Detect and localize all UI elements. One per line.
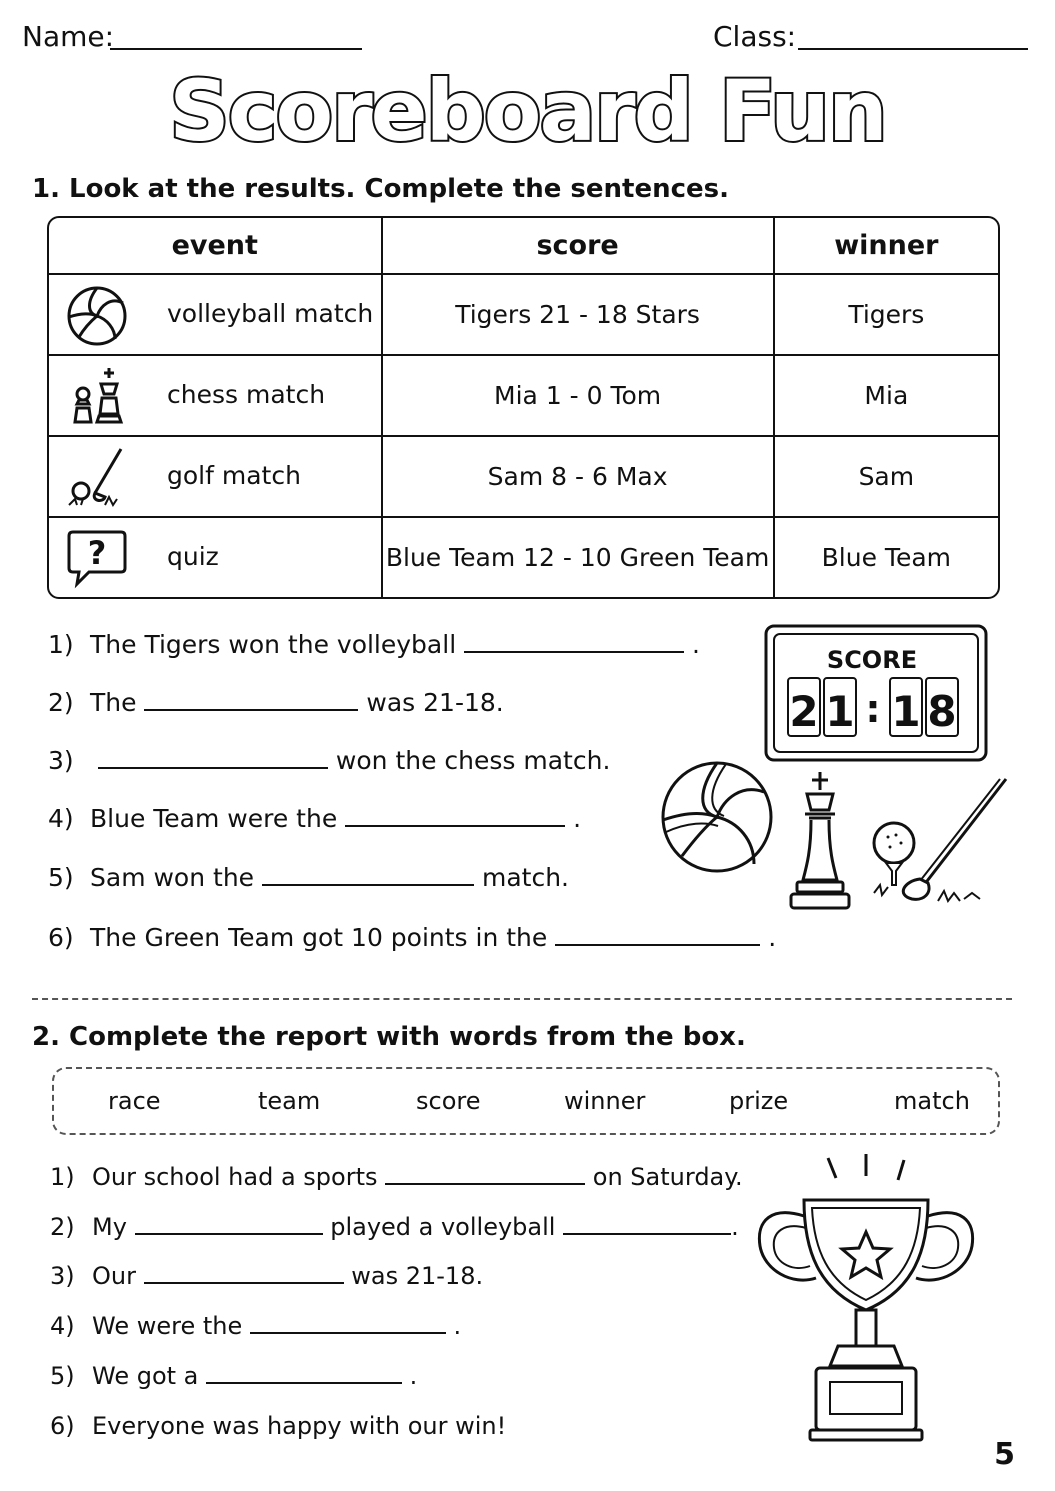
column-header-winner: winner [775, 218, 998, 275]
class-label: Class: [713, 20, 797, 53]
sentence-text: was 21-18. [351, 1262, 484, 1290]
sentence-number: 4) [48, 804, 74, 833]
section1-sentence [48, 746, 610, 775]
sentence-text: . [573, 804, 582, 833]
sentence-text: The Green Team got 10 points in the [90, 923, 548, 952]
scoreboard-digit: 1 [891, 687, 921, 736]
page-title: Scoreboard Fun [169, 62, 886, 160]
sentence-number: 5) [48, 863, 74, 892]
sentence-number: 2) [50, 1213, 75, 1241]
scoreboard-separator: : [865, 687, 881, 731]
sentence-text: The [90, 688, 137, 717]
sentence-number: 4) [50, 1312, 75, 1340]
answer-blank[interactable] [464, 633, 684, 653]
event-cell [49, 356, 383, 437]
sentence-number: 2) [48, 688, 74, 717]
golf-icon [65, 445, 129, 509]
table-row [49, 518, 998, 597]
sentence-number: 5) [50, 1362, 75, 1390]
word-box-item: prize [729, 1087, 789, 1115]
sentence-text: The Tigers won the volleyball [90, 630, 457, 659]
answer-blank[interactable] [250, 1314, 446, 1334]
sentence-number: 3) [50, 1262, 75, 1290]
event-name: golf match [167, 461, 301, 490]
winner-cell: Sam [775, 437, 998, 518]
section1-sentence [48, 804, 581, 833]
winner-cell: Mia [775, 356, 998, 437]
results-table [47, 216, 1000, 599]
table-header-row [49, 218, 998, 275]
section2-sentence [50, 1312, 461, 1340]
score-cell: Blue Team 12 - 10 Green Team [383, 518, 775, 597]
scoreboard-label: SCORE [826, 646, 918, 674]
event-cell [49, 437, 383, 518]
score-cell: Tigers 21 - 18 Stars [383, 275, 775, 356]
event-name: volleyball match [167, 299, 374, 328]
section2-sentence [50, 1262, 483, 1290]
answer-blank[interactable] [144, 1264, 344, 1284]
sentence-text: Our school had a sports [92, 1163, 378, 1191]
word-box-item: winner [564, 1087, 646, 1115]
sentence-text: Our [92, 1262, 136, 1290]
answer-blank[interactable] [144, 691, 358, 711]
sentence-text: Everyone was happy with our win! [92, 1412, 507, 1440]
section1-sentence [48, 688, 504, 717]
column-header-score: score [383, 218, 775, 275]
table-row [49, 356, 998, 437]
section1-sentence [48, 863, 569, 892]
section2-instruction: 2. Complete the report with words from the box. [32, 1022, 746, 1052]
name-field[interactable] [110, 48, 362, 50]
answer-blank[interactable] [345, 807, 565, 827]
sentence-text: . [692, 630, 700, 659]
answer-blank[interactable] [262, 866, 474, 886]
score-cell: Sam 8 - 6 Max [383, 437, 775, 518]
answer-blank[interactable] [385, 1165, 585, 1185]
scoreboard-illustration [760, 622, 995, 772]
chess-pieces-icon [65, 364, 129, 428]
section2-sentence [50, 1362, 417, 1390]
name-label: Name: [22, 20, 115, 53]
sentence-text: We got a [92, 1362, 199, 1390]
sentence-text: won the chess match. [335, 746, 611, 775]
chess-king-icon [785, 770, 855, 912]
sentence-text: on Saturday. [592, 1163, 743, 1191]
sentence-text: Sam won the [90, 863, 255, 892]
svg-text:?: ? [87, 534, 107, 572]
sentence-number: 6) [50, 1412, 75, 1440]
volleyball-icon [660, 760, 775, 875]
section2-sentence [50, 1163, 743, 1191]
sentence-text: We were the [92, 1312, 243, 1340]
golf-club-icon [868, 775, 1010, 910]
sentence-text: My [92, 1213, 127, 1241]
section1-sentence [48, 630, 700, 659]
event-name: quiz [167, 542, 219, 571]
sentence-text: played a volleyball [330, 1213, 556, 1241]
table-row [49, 437, 998, 518]
scoreboard-digit: 1 [825, 687, 855, 736]
scoreboard-digit: 8 [927, 687, 957, 736]
word-box-item: match [894, 1087, 970, 1115]
sentence-text: . [453, 1312, 462, 1340]
sentence-number: 1) [50, 1163, 75, 1191]
sentence-text: match. [481, 863, 569, 892]
sentence-number: 1) [48, 630, 74, 659]
sentence-text: Blue Team were the [90, 804, 338, 833]
event-cell [49, 275, 383, 356]
page-number: 5 [994, 1437, 1015, 1472]
sentence-text: . [409, 1362, 418, 1390]
section2-sentence [50, 1412, 506, 1440]
answer-blank[interactable] [555, 926, 760, 946]
sentence-number: 3) [48, 746, 74, 775]
section1-instruction: 1. Look at the results. Complete the sentences. [32, 174, 730, 204]
word-box-item: team [258, 1087, 321, 1115]
answer-blank[interactable] [98, 749, 328, 769]
scoreboard-digit: 2 [789, 687, 819, 736]
word-box [52, 1067, 1000, 1135]
sentence-number: 6) [48, 923, 74, 952]
trophy-icon [752, 1150, 980, 1445]
section-divider [32, 998, 1012, 1000]
word-box-item: race [108, 1087, 161, 1115]
class-field[interactable] [798, 48, 1028, 50]
event-cell [49, 518, 383, 597]
sentence-text: was 21-18. [366, 688, 504, 717]
event-name: chess match [167, 380, 326, 409]
winner-cell: Tigers [775, 275, 998, 356]
column-header-event: event [49, 218, 383, 275]
winner-cell: Blue Team [821, 543, 952, 572]
section2-sentence [50, 1213, 739, 1241]
score-cell: Mia 1 - 0 Tom [383, 356, 775, 437]
sentence-text: . [768, 923, 777, 952]
answer-blank[interactable] [563, 1215, 731, 1235]
volleyball-icon [65, 283, 129, 347]
table-row [49, 275, 998, 356]
sentence-text: . [731, 1213, 739, 1241]
answer-blank[interactable] [206, 1364, 402, 1384]
answer-blank[interactable] [135, 1215, 323, 1235]
question-bubble-icon [65, 526, 129, 590]
section1-sentence [48, 923, 776, 952]
word-box-item: score [416, 1087, 481, 1115]
